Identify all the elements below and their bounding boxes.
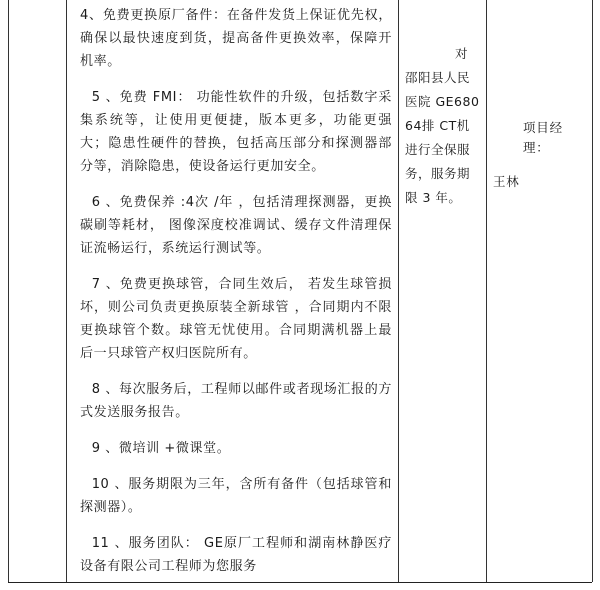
project-description-text: 邵阳县人民医院 GE680 64排 CT机进行全保服务，服务期限 3 年。	[405, 70, 480, 205]
service-table	[8, 0, 592, 583]
project-description-lead: 对	[455, 46, 469, 61]
service-item-8: 8 、每次服务后，工程师以邮件或者现场汇报的方式发送服务报告。	[80, 382, 392, 420]
project-description-cell	[399, 0, 486, 582]
table-border-left	[8, 0, 9, 582]
project-description	[405, 42, 480, 210]
service-item-9: 9 、微培训 +微课堂。	[91, 441, 231, 456]
project-manager-name: 王林	[493, 174, 520, 189]
service-item-10: 10 、服务期限为三年，含所有备件（包括球管和探测器）。	[80, 477, 392, 515]
manager-cell	[487, 0, 592, 582]
project-manager-label: 项目经理：	[523, 120, 563, 155]
service-item-4: 4、免费更换原厂备件：在备件发货上保证优先权，确保以最快速度到货，提高备件更换效率，保障开机率。	[80, 8, 392, 69]
service-item-6: 6 、免费保养 :4次 /年 ，包括清理探测器，更换碳刷等耗材， 图像深度校准调试、缓存文件清理保证流畅运行，系统运行测试等。	[80, 195, 392, 256]
service-item-5: 5 、免费 FMI： 功能性软件的升级，包括数字采集系统等，让使用更便捷，版本更多，功能更强大；隐患性硬件的替换，包括高压部分和探测器部分等，消除隐患，使设备运行更加安全。	[80, 90, 392, 174]
service-item-11: 11 、服务团队： GE原厂工程师和湖南林静医疗设备有限公司工程师为您服务	[80, 536, 392, 574]
service-item-7: 7 、免费更换球管，合同生效后， 若发生球管损坏，则公司负责更换原装全新球管 ，合同期内不限更换球管个数。球管无忧使用。合同期满机器上最后一只球管产权归医院所有。	[80, 277, 392, 361]
service-items-cell	[66, 0, 398, 582]
table-border-right	[592, 0, 593, 582]
